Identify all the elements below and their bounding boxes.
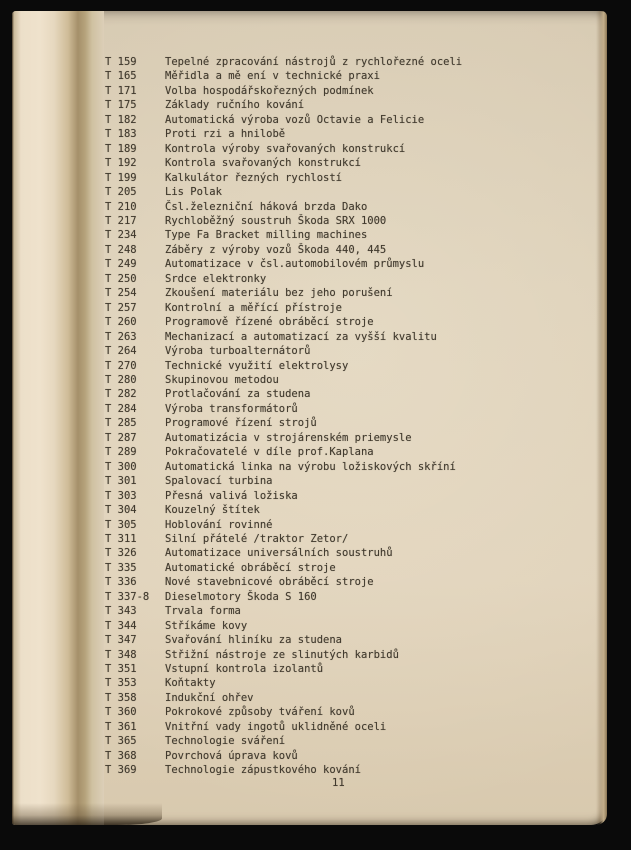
entry-title: Automatizace v čsl.automobilovém průmyslu (165, 258, 425, 271)
entry-title: Kontrola výroby svařovaných konstrukcí (165, 142, 406, 155)
entry-title: Indukční ohřev (165, 691, 254, 704)
entry-code: T 365 (105, 735, 137, 748)
list-item (105, 604, 575, 618)
list-item (105, 648, 575, 662)
entry-title: Type Fa Bracket milling machines (165, 229, 368, 242)
list-item (105, 749, 575, 763)
entry-title: Tepelné zpracování nástrojů z rychlořezné oceli (165, 56, 463, 68)
list-item (105, 185, 575, 199)
list-item (105, 200, 575, 214)
list-item (105, 301, 575, 315)
list-item (105, 561, 575, 575)
entry-title: Pokračovatelé v díle prof.Kaplana (165, 446, 374, 459)
list-item (105, 619, 575, 633)
entry-code: T 304 (105, 504, 137, 517)
entry-code: T 369 (105, 764, 137, 777)
book-page (12, 11, 607, 825)
entry-title: Vnitřní vady ingotů uklidněné oceli (165, 720, 387, 733)
entry-title: Programové řízení strojů (165, 417, 317, 430)
entry-title: Kontrola svařovaných konstrukcí (165, 157, 361, 170)
entry-title: Mechanizací a automatizací za vyšší kvalitu (165, 330, 437, 343)
entry-code: T 284 (105, 402, 137, 415)
list-item (105, 532, 575, 546)
list-item (105, 156, 575, 170)
list-item (105, 214, 575, 228)
list-item (105, 142, 575, 156)
entry-code: T 159 (105, 56, 137, 68)
entry-title: Programově řízené obráběcí stroje (165, 316, 374, 329)
entry-title: Hoblování rovinné (165, 518, 273, 531)
entry-title: Rychloběžný soustruh Škoda SRX 1000 (165, 214, 387, 227)
list-item (105, 734, 575, 748)
entry-code: T 260 (105, 316, 137, 329)
entry-code: T 270 (105, 359, 137, 372)
entry-code: T 183 (105, 128, 137, 141)
entry-title: Dieselmotory Škoda S 160 (165, 590, 317, 603)
entry-title: Čsl.železniční háková brzda Dako (165, 200, 368, 213)
entry-title: Přesná valivá ložiska (165, 489, 298, 502)
list-item (105, 503, 575, 517)
list-item (105, 763, 575, 777)
list-item (105, 662, 575, 676)
entry-title: Automatizace universálních soustruhů (165, 547, 393, 560)
entry-title: Silní přátelé /traktor Zetor/ (165, 532, 349, 545)
page-right-edge (596, 11, 607, 825)
entry-title: Automatická výroba vozů Octavie a Felicie (165, 113, 425, 126)
list-item (105, 575, 575, 589)
entry-code: T 282 (105, 388, 137, 401)
entry-code: T 348 (105, 648, 137, 661)
entry-code: T 287 (105, 431, 137, 444)
entry-title: Kalkulátor řezných rychlostí (165, 171, 343, 184)
entry-title: Automatizácia v strojárenském priemysle (165, 431, 412, 444)
entry-title: Kouzelný štítek (165, 504, 260, 517)
entry-code: T 305 (105, 518, 137, 531)
entry-code: T 165 (105, 70, 137, 83)
list-item (105, 402, 575, 416)
entry-title: Automatické obráběcí stroje (165, 561, 336, 574)
list-item (105, 69, 575, 83)
list-item (105, 373, 575, 387)
entry-code: T 248 (105, 243, 137, 256)
entry-title: Proti rzi a hnilobě (165, 128, 286, 141)
entry-code: T 343 (105, 605, 137, 618)
entry-title: Měřidla a mě ení v technické praxi (165, 70, 380, 83)
entry-title: Volba hospodářskořezných podmínek (165, 84, 374, 97)
entry-code: T 280 (105, 373, 137, 386)
entry-code: T 189 (105, 142, 137, 155)
entry-code: T 360 (105, 706, 137, 719)
entry-code: T 289 (105, 446, 137, 459)
entry-code: T 337-8 (105, 590, 150, 603)
entry-code: T 326 (105, 547, 137, 560)
entry-code: T 210 (105, 200, 137, 213)
entry-title: Základy ručního kování (165, 99, 305, 112)
list-item (105, 489, 575, 503)
list-item (105, 257, 575, 271)
entry-title: Povrchová úprava kovů (165, 749, 298, 762)
entry-title: Výroba turboalternátorů (165, 345, 311, 358)
list-item (105, 113, 575, 127)
list-item (105, 546, 575, 560)
list-item (105, 359, 575, 373)
list-item (105, 691, 575, 705)
list-item (105, 460, 575, 474)
entry-code: T 199 (105, 171, 137, 184)
entry-code: T 303 (105, 489, 137, 502)
list-item (105, 416, 575, 430)
entry-code: T 351 (105, 663, 137, 676)
entry-title: Střižní nástroje ze slinutých karbidů (165, 648, 399, 661)
list-item (105, 171, 575, 185)
entry-title: Svařování hliníku za studena (165, 634, 343, 647)
entry-code: T 285 (105, 417, 137, 430)
entry-title: Srdce elektronky (165, 272, 267, 285)
entry-code: T 249 (105, 258, 137, 271)
entry-title: Skupinovou metodou (165, 373, 279, 386)
entry-code: T 336 (105, 576, 137, 589)
list-item (105, 243, 575, 257)
entry-code: T 205 (105, 186, 137, 199)
list-item (105, 633, 575, 647)
entry-code: T 368 (105, 749, 137, 762)
entry-code: T 347 (105, 634, 137, 647)
list-item (105, 431, 575, 445)
list-item (105, 98, 575, 112)
entry-title: Stříkáme kovy (165, 619, 248, 632)
entry-code: T 264 (105, 345, 137, 358)
entry-title: Protlačování za studena (165, 388, 311, 401)
page-gutter-shadow (12, 11, 104, 825)
list-item (105, 445, 575, 459)
list-item (105, 127, 575, 141)
list-item (105, 315, 575, 329)
entry-title: Technologie sváření (165, 735, 286, 748)
entry-title: Zkoušení materiálu bez jeho porušení (165, 287, 393, 300)
entry-title: Výroba transformátorů (165, 402, 298, 415)
list-item (105, 84, 575, 98)
list-item (105, 272, 575, 286)
entry-code: T 175 (105, 99, 137, 112)
list-item (105, 518, 575, 532)
entry-code: T 361 (105, 720, 137, 733)
list-item (105, 55, 575, 69)
catalog-list (105, 55, 575, 778)
entry-code: T 234 (105, 229, 137, 242)
page-number: 11 (332, 777, 345, 789)
entry-code: T 254 (105, 287, 137, 300)
entry-code: T 344 (105, 619, 137, 632)
entry-code: T 257 (105, 301, 137, 314)
entry-code: T 300 (105, 460, 137, 473)
entry-code: T 263 (105, 330, 137, 343)
list-item (105, 286, 575, 300)
list-item (105, 590, 575, 604)
list-item (105, 474, 575, 488)
entry-code: T 192 (105, 157, 137, 170)
page-curl-bottom (12, 803, 162, 825)
list-item (105, 705, 575, 719)
entry-title: Automatická linka na výrobu ložiskových skříní (165, 460, 456, 473)
entry-title: Technologie zápustkového kování (165, 764, 361, 777)
list-item (105, 344, 575, 358)
entry-title: Kontrolní a měřící přístroje (165, 301, 343, 314)
entry-code: T 250 (105, 272, 137, 285)
entry-code: T 358 (105, 691, 137, 704)
entry-code: T 335 (105, 561, 137, 574)
entry-title: Lis Polak (165, 186, 222, 199)
list-item (105, 228, 575, 242)
entry-title: Vstupní kontrola izolantů (165, 663, 324, 676)
list-item (105, 720, 575, 734)
entry-code: T 171 (105, 84, 137, 97)
entry-title: Nové stavebnicové obráběcí stroje (165, 576, 374, 589)
entry-title: Záběry z výroby vozů Škoda 440, 445 (165, 243, 387, 256)
entry-code: T 311 (105, 532, 137, 545)
entry-code: T 301 (105, 475, 137, 488)
list-item (105, 330, 575, 344)
entry-code: T 217 (105, 214, 137, 227)
entry-code: T 353 (105, 677, 137, 690)
entry-title: Pokrokové způsoby tváření kovů (165, 706, 355, 719)
entry-title: Trvala forma (165, 605, 241, 618)
entry-title: Technické využití elektrolysy (165, 359, 349, 372)
entry-title: Spalovací turbina (165, 475, 273, 488)
list-item (105, 387, 575, 401)
entry-code: T 182 (105, 113, 137, 126)
entry-title: Koňtakty (165, 677, 216, 690)
list-item (105, 676, 575, 690)
